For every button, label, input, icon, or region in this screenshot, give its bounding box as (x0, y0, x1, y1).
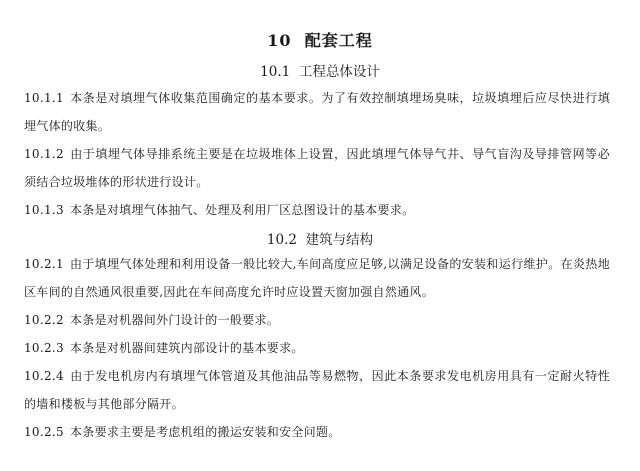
chapter-title (0, 28, 640, 51)
clause-text: 本条是对机器间外门设计的一般要求。 (69, 313, 280, 327)
clause (24, 196, 610, 224)
clause-text: 本条是对机器间建筑内部设计的基本要求。 (69, 341, 304, 355)
clause-number: 10.2.3 (24, 341, 64, 355)
section-title (0, 60, 640, 80)
clause-text: 本条要求主要是考虑机组的搬运安装和安全问题。 (69, 425, 341, 439)
clause-number: 10.2.5 (24, 425, 64, 439)
clause (24, 334, 610, 362)
clause (24, 306, 610, 334)
chapter-title-text: 配套工程 (304, 31, 373, 50)
section-title (0, 228, 640, 248)
clause-text: 本条是对填埋气体收集范围确定的基本要求。为了有效控制填埋场臭味，垃圾填埋后应尽快进行填埋气体的收集。 (24, 91, 610, 133)
chapter-number: 10 (267, 31, 292, 50)
section-title-text: 建筑与结构 (305, 232, 374, 248)
clause (24, 362, 610, 418)
clause-number: 10.1.1 (24, 91, 64, 105)
clause-text: 由于填埋气体处理和利用设备一般比较大,车间高度应足够,以满足设备的安装和运行维护。在炎热地区车间的自然通风很重要,因此在车间高度允许时应设置天窗加强自然通风。 (24, 257, 610, 299)
clause-number: 10.2.2 (24, 313, 64, 327)
clause-text: 由于发电机房内有填埋气体管道及其他油品等易燃物，因此本条要求发电机房用具有一定耐火特性的墙和楼板与其他部分隔开。 (24, 369, 610, 411)
clause-number: 10.1.3 (24, 203, 64, 217)
clause (24, 140, 610, 196)
clause (24, 418, 610, 446)
clause-text: 由于填埋气体导排系统主要是在垃圾堆体上设置，因此填埋气体导气井、导气盲沟及导排管网等必须结合垃圾堆体的形状进行设计。 (24, 147, 610, 189)
section-number: 10.1 (260, 64, 291, 80)
clause-number: 10.2.1 (24, 257, 64, 271)
clause (24, 84, 610, 140)
clause-number: 10.2.4 (24, 369, 64, 383)
clause-number: 10.1.2 (24, 147, 64, 161)
section-title-text: 工程总体设计 (298, 64, 380, 80)
section-number: 10.2 (266, 232, 297, 248)
clause-text: 本条是对填埋气体抽气、处理及利用厂区总图设计的基本要求。 (69, 203, 415, 217)
clause (24, 250, 610, 306)
